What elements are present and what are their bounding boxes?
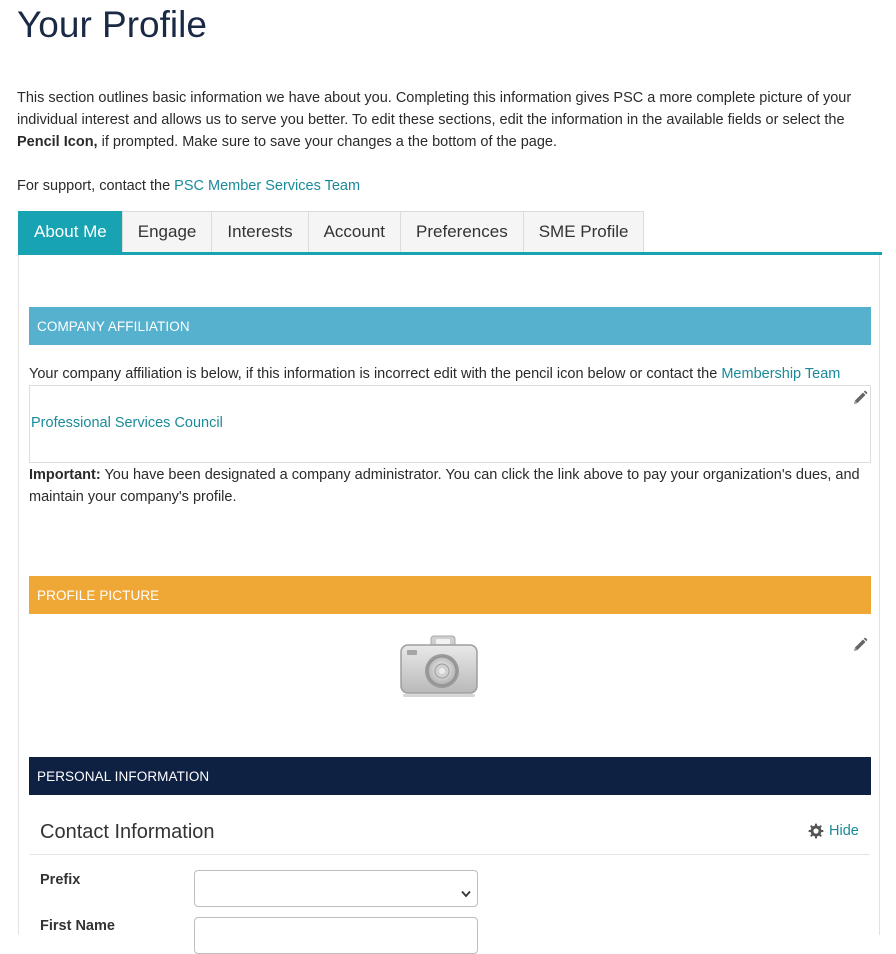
contact-information-title: Contact Information [40,821,215,843]
company-name-link[interactable]: Professional Services Council [31,415,223,431]
intro-text-part1: This section outlines basic information we have about you. Completing this information gives PSC a more complete picture of your individual interest and allows us to serve you better. To edit these sections, edit the information in the available fields or select the [17,90,852,128]
personal-information-header: PERSONAL INFORMATION [29,757,871,795]
page-title: Your Profile [17,4,207,45]
tab-sme-profile[interactable]: SME Profile [523,211,645,252]
gear-icon [808,823,824,839]
profile-tabs [18,211,882,255]
tab-about-me[interactable]: About Me [18,211,123,252]
first-name-input[interactable] [194,917,478,954]
divider [30,854,870,855]
first-name-label: First Name [40,918,115,934]
profile-picture-header: PROFILE PICTURE [29,576,871,614]
hide-label: Hide [829,823,859,839]
hide-toggle[interactable] [808,823,859,839]
edit-company-pencil-icon[interactable] [852,390,868,406]
chevron-down-icon [461,885,471,893]
company-affiliation-header: COMPANY AFFILIATION [29,307,871,345]
company-description-text: Your company affiliation is below, if this information is incorrect edit with the pencil icon below or contact the [29,366,722,382]
intro-text [17,87,887,153]
prefix-label: Prefix [40,872,81,888]
important-label: Important: [29,467,101,483]
company-admin-notice [29,464,871,508]
membership-team-link[interactable]: Membership Team [721,366,841,382]
support-text [17,175,360,197]
intro-pencil-icon-label: Pencil Icon, [17,134,98,150]
important-text: You have been designated a company administrator. You can click the link above to pay your organization's dues, and maintain your company's profile. [29,467,860,505]
edit-picture-pencil-icon[interactable] [852,637,868,653]
member-services-link[interactable]: PSC Member Services Team [174,178,361,194]
camera-icon[interactable] [400,634,478,698]
support-prefix: For support, contact the [17,178,175,194]
intro-text-part2: if prompted. Make sure to save your changes a the bottom of the page. [97,134,558,150]
tab-preferences[interactable]: Preferences [400,211,524,252]
company-affiliation-box [29,385,871,463]
prefix-select[interactable] [194,870,478,907]
tab-engage[interactable]: Engage [122,211,213,252]
company-description [29,363,840,385]
tab-account[interactable]: Account [308,211,401,252]
tab-interests[interactable]: Interests [211,211,308,252]
